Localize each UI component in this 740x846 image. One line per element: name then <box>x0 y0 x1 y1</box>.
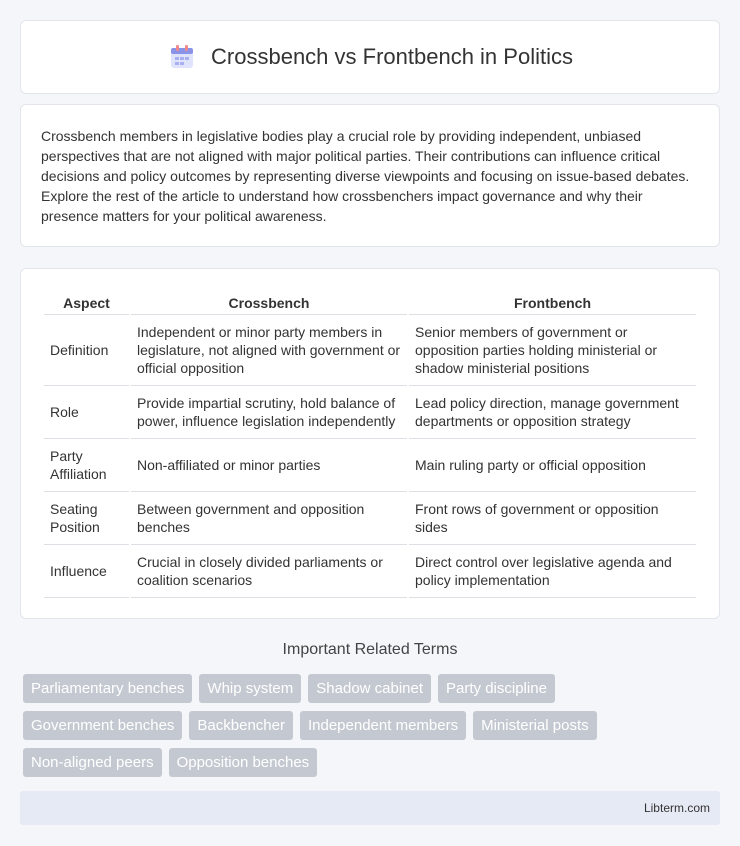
comparison-table <box>42 291 698 598</box>
row-crossbench: Independent or minor party members in legislature, not aligned with government or official opposition <box>131 315 407 386</box>
row-aspect: Influence <box>44 545 129 598</box>
calendar-icon <box>167 42 197 72</box>
row-frontbench: Senior members of government or opposition parties holding ministerial or shadow ministerial positions <box>409 315 696 386</box>
tag-whip-system[interactable]: Whip system <box>199 674 301 703</box>
table-row <box>44 545 696 598</box>
row-aspect: Party Affiliation <box>44 439 129 492</box>
tag-government-benches[interactable]: Government benches <box>23 711 182 740</box>
related-terms-title: Important Related Terms <box>282 641 458 658</box>
table-row <box>44 386 696 439</box>
row-frontbench: Direct control over legislative agenda and policy implementation <box>409 545 696 598</box>
table-row <box>44 439 696 492</box>
intro-text: Crossbench members in legislative bodies play a crucial role by providing independent, unbiased perspectives that are not aligned with major political parties. Their contributions can influence critical decisions and policy outcomes by representing diverse viewpoints and focusing on issue-based debates. Explore the rest of the article to understand how crossbenchers impact governance and why their presence matters for your political awareness. <box>41 128 690 224</box>
row-frontbench: Main ruling party or official opposition <box>409 439 696 492</box>
page-title: Crossbench vs Frontbench in Politics <box>211 44 573 69</box>
comparison-card <box>20 268 720 619</box>
tag-party-discipline[interactable]: Party discipline <box>438 674 555 703</box>
row-crossbench: Crucial in closely divided parliaments or coalition scenarios <box>131 545 407 598</box>
tag-parliamentary-benches[interactable]: Parliamentary benches <box>23 674 192 703</box>
footer-brand-link[interactable]: Libterm.com <box>643 801 710 815</box>
header-frontbench: Frontbench <box>409 291 696 315</box>
tag-independent-members[interactable]: Independent members <box>300 711 466 740</box>
tag-non-aligned-peers[interactable]: Non-aligned peers <box>23 748 162 777</box>
table-header-row <box>44 291 696 315</box>
tag-ministerial-posts[interactable]: Ministerial posts <box>473 711 597 740</box>
row-frontbench: Lead policy direction, manage government departments or opposition strategy <box>409 386 696 439</box>
row-crossbench: Between government and opposition benches <box>131 492 407 545</box>
row-crossbench: Non-affiliated or minor parties <box>131 439 407 492</box>
row-aspect: Definition <box>44 315 129 386</box>
row-aspect: Role <box>44 386 129 439</box>
tag-backbencher[interactable]: Backbencher <box>189 711 293 740</box>
table-row <box>44 492 696 545</box>
row-frontbench: Front rows of government or opposition sides <box>409 492 696 545</box>
header-aspect: Aspect <box>44 291 129 315</box>
row-crossbench: Provide impartial scrutiny, hold balance of power, influence legislation independently <box>131 386 407 439</box>
page-footer <box>20 791 720 825</box>
tag-shadow-cabinet[interactable]: Shadow cabinet <box>308 674 431 703</box>
intro-card <box>20 104 720 247</box>
row-aspect: Seating Position <box>44 492 129 545</box>
header-crossbench: Crossbench <box>131 291 407 315</box>
table-row <box>44 315 696 386</box>
page-header <box>20 20 720 94</box>
tag-opposition-benches[interactable]: Opposition benches <box>169 748 318 777</box>
related-terms-list <box>20 674 720 777</box>
